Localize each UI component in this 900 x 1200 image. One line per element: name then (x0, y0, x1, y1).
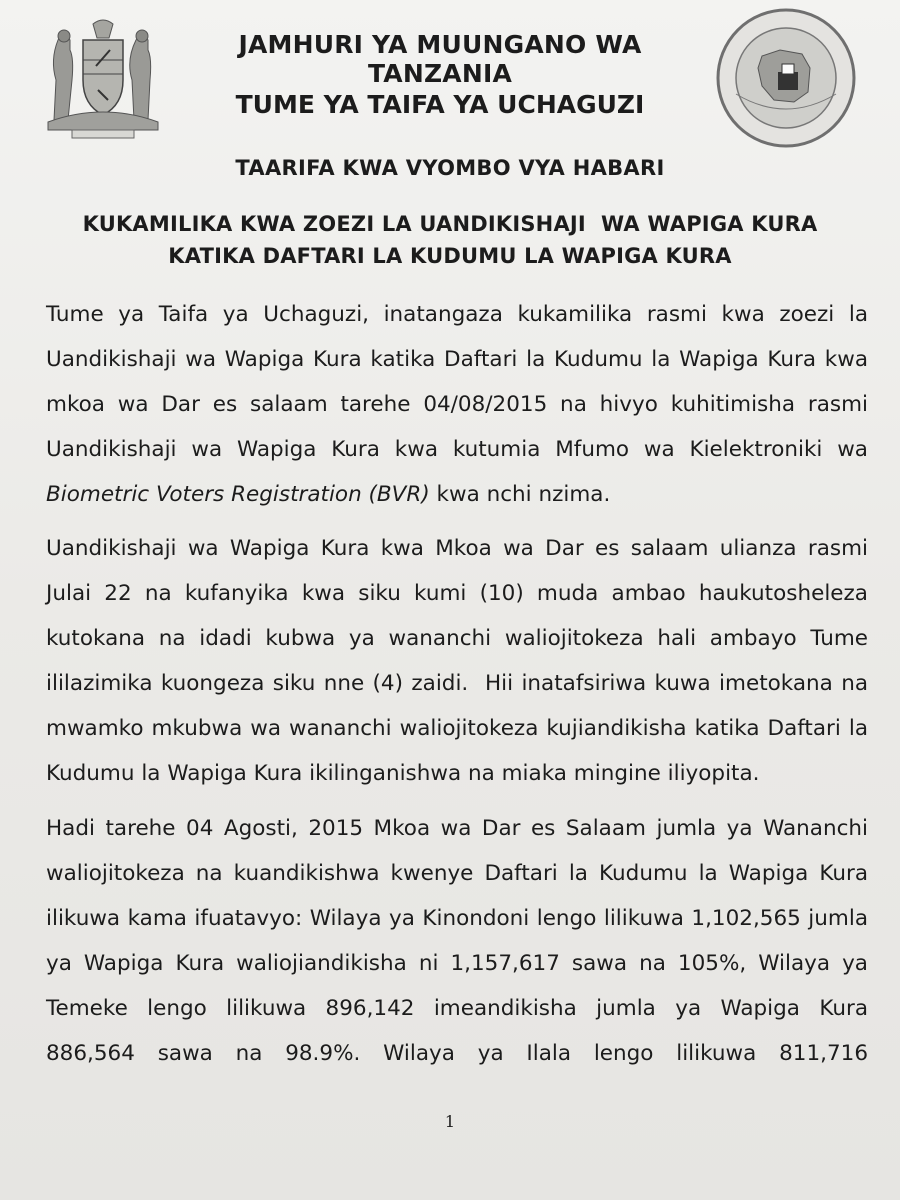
headline-line-2: KATIKA DAFTARI LA KUDUMU LA WAPIGA KURA (168, 244, 732, 268)
paragraph-line: Uandikishaji wa Wapiga Kura katika Daftari la Kudumu la Wapiga Kura kwa (46, 347, 868, 372)
paragraph-3 (46, 806, 868, 1076)
commission-seal-logo (712, 4, 860, 152)
bvr-term: Biometric Voters Registration (BVR) (46, 482, 430, 507)
paragraph-line: 886,564 sawa na 98.9%. Wilaya ya Ilala lengo lilikuwa 811,716 (46, 1041, 868, 1066)
paragraph-line: Hadi tarehe 04 Agosti, 2015 Mkoa wa Dar es Salaam jumla ya Wananchi (46, 816, 868, 841)
page-number: 1 (444, 1112, 456, 1131)
paragraph-line: Julai 22 na kufanyika kwa siku kumi (10) muda ambao haukutosheleza (46, 581, 868, 606)
paragraph-line: ilikuwa kama ifuatavyo: Wilaya ya Kinondoni lengo lilikuwa 1,102,565 jumla (46, 906, 868, 931)
paragraph-line: Temeke lengo lilikuwa 896,142 imeandikisha jumla ya Wapiga Kura (46, 996, 868, 1021)
headline (0, 208, 900, 272)
paragraph-line: Kudumu la Wapiga Kura ikilinganishwa na miaka mingine iliyopita. (46, 761, 760, 786)
paragraph-line: kutokana na idadi kubwa ya wananchi waliojitokeza hali ambayo Tume (46, 626, 868, 651)
paragraph-line: waliojitokeza na kuandikishwa kwenye Daftari la Kudumu la Wapiga Kura (46, 861, 868, 886)
paragraph-line-end: kwa nchi nzima. (429, 482, 611, 507)
headline-line-1: KUKAMILIKA KWA ZOEZI LA UANDIKISHAJI WA WAPIGA KURA (82, 212, 818, 236)
paragraph-line: ya Wapiga Kura waliojiandikisha ni 1,157,617 sawa na 105%, Wilaya ya (46, 951, 868, 976)
commission-name: TUME YA TAIFA YA UCHAGUZI (235, 90, 645, 119)
paragraph-line: Tume ya Taifa ya Uchaguzi, inatangaza kukamilika rasmi kwa zoezi la (46, 302, 868, 327)
country-name: JAMHURI YA MUUNGANO WA TANZANIA (238, 30, 642, 88)
paragraph-line: Uandikishaji wa Wapiga Kura kwa kutumia Mfumo wa Kielektroniki wa (46, 437, 868, 462)
paragraph-2 (46, 526, 868, 796)
paragraph-line: Uandikishaji wa Wapiga Kura kwa Mkoa wa Dar es salaam ulianza rasmi (46, 536, 868, 561)
paragraph-line (46, 472, 868, 517)
press-release-title: TAARIFA KWA VYOMBO VYA HABARI (235, 156, 665, 180)
paragraph-line: mwamko mkubwa wa wananchi waliojitokeza kujiandikisha katika Daftari la (46, 716, 868, 741)
paragraph-line: mkoa wa Dar es salaam tarehe 04/08/2015 na hivyo kuhitimisha rasmi (46, 392, 868, 417)
header (180, 30, 700, 119)
coat-of-arms-emblem (38, 10, 168, 140)
paragraph-1 (46, 292, 868, 517)
paragraph-line: ililazimika kuongeza siku nne (4) zaidi. Hii inatafsiriwa kuwa imetokana na (46, 671, 868, 696)
